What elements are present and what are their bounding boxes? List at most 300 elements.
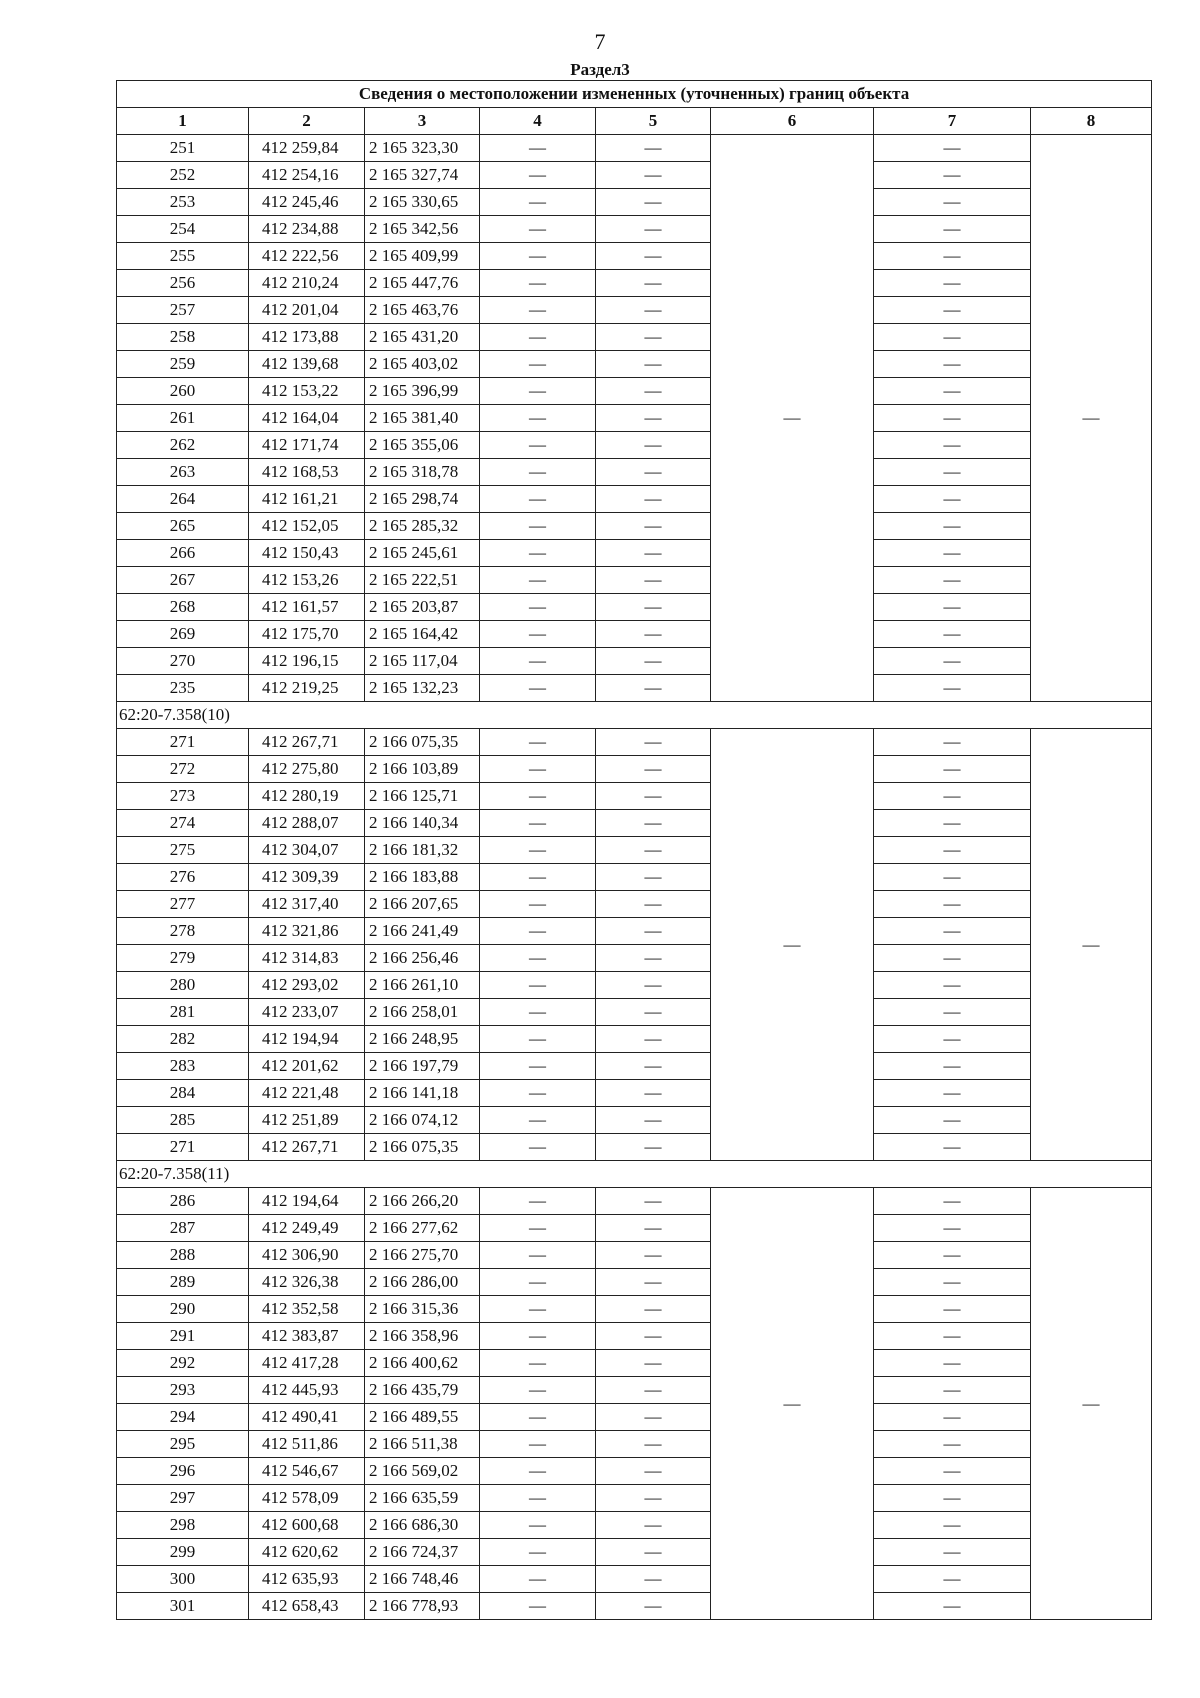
dash-cell: — <box>596 135 711 162</box>
merged-dash-cell: — <box>711 135 874 702</box>
column-header: 3 <box>365 108 480 135</box>
point-number: 296 <box>117 1458 249 1485</box>
column-header: 1 <box>117 108 249 135</box>
dash-cell: — <box>480 297 596 324</box>
dash-cell: — <box>596 918 711 945</box>
dash-cell: — <box>480 243 596 270</box>
dash-cell: — <box>480 783 596 810</box>
dash-cell: — <box>596 1485 711 1512</box>
x-coordinate: 412 635,93 <box>249 1566 365 1593</box>
section-title: Раздел3 <box>570 60 630 79</box>
dash-cell: — <box>596 567 711 594</box>
y-coordinate: 2 166 140,34 <box>365 810 480 837</box>
table-row <box>117 1566 1152 1593</box>
dash-cell: — <box>480 621 596 648</box>
y-coordinate: 2 165 327,74 <box>365 162 480 189</box>
table-row <box>117 1377 1152 1404</box>
x-coordinate: 412 153,22 <box>249 378 365 405</box>
dash-cell: — <box>480 1134 596 1161</box>
dash-cell: — <box>874 1458 1031 1485</box>
x-coordinate: 412 222,56 <box>249 243 365 270</box>
dash-cell: — <box>596 486 711 513</box>
x-coordinate: 412 293,02 <box>249 972 365 999</box>
y-coordinate: 2 165 298,74 <box>365 486 480 513</box>
dash-cell: — <box>874 351 1031 378</box>
table-row <box>117 945 1152 972</box>
dash-cell: — <box>874 189 1031 216</box>
y-coordinate: 2 165 381,40 <box>365 405 480 432</box>
y-coordinate: 2 166 197,79 <box>365 1053 480 1080</box>
dash-cell: — <box>480 1188 596 1215</box>
table-row <box>117 378 1152 405</box>
x-coordinate: 412 201,62 <box>249 1053 365 1080</box>
table-row <box>117 270 1152 297</box>
table-row <box>117 1350 1152 1377</box>
dash-cell: — <box>480 486 596 513</box>
dash-cell: — <box>874 1593 1031 1620</box>
y-coordinate: 2 165 463,76 <box>365 297 480 324</box>
dash-cell: — <box>596 540 711 567</box>
point-number: 264 <box>117 486 249 513</box>
y-coordinate: 2 165 355,06 <box>365 432 480 459</box>
point-number: 282 <box>117 1026 249 1053</box>
point-number: 268 <box>117 594 249 621</box>
point-number: 301 <box>117 1593 249 1620</box>
table-row <box>117 999 1152 1026</box>
x-coordinate: 412 139,68 <box>249 351 365 378</box>
dash-cell: — <box>596 675 711 702</box>
page-number: 7 <box>594 29 606 54</box>
table-row <box>117 513 1152 540</box>
y-coordinate: 2 166 103,89 <box>365 756 480 783</box>
x-coordinate: 412 221,48 <box>249 1080 365 1107</box>
coordinates-table <box>116 80 1152 1620</box>
dash-cell: — <box>596 837 711 864</box>
dash-cell: — <box>596 1566 711 1593</box>
table-row <box>117 1188 1152 1215</box>
point-number: 297 <box>117 1485 249 1512</box>
x-coordinate: 412 219,25 <box>249 675 365 702</box>
y-coordinate: 2 165 409,99 <box>365 243 480 270</box>
dash-cell: — <box>596 1080 711 1107</box>
dash-cell: — <box>480 270 596 297</box>
dash-cell: — <box>874 1539 1031 1566</box>
point-number: 262 <box>117 432 249 459</box>
table-row <box>117 1323 1152 1350</box>
dash-cell: — <box>874 675 1031 702</box>
dash-cell: — <box>480 1053 596 1080</box>
x-coordinate: 412 352,58 <box>249 1296 365 1323</box>
dash-cell: — <box>480 189 596 216</box>
y-coordinate: 2 166 315,36 <box>365 1296 480 1323</box>
dash-cell: — <box>596 1323 711 1350</box>
dash-cell: — <box>596 1107 711 1134</box>
table-row <box>117 162 1152 189</box>
merged-dash-cell: — <box>1031 729 1152 1161</box>
x-coordinate: 412 161,21 <box>249 486 365 513</box>
x-coordinate: 412 288,07 <box>249 810 365 837</box>
dash-cell: — <box>480 378 596 405</box>
table-row <box>117 1134 1152 1161</box>
table-row <box>117 243 1152 270</box>
dash-cell: — <box>480 1404 596 1431</box>
y-coordinate: 2 165 342,56 <box>365 216 480 243</box>
y-coordinate: 2 166 286,00 <box>365 1269 480 1296</box>
y-coordinate: 2 165 323,30 <box>365 135 480 162</box>
dash-cell: — <box>874 324 1031 351</box>
dash-cell: — <box>480 513 596 540</box>
table-row <box>117 972 1152 999</box>
x-coordinate: 412 251,89 <box>249 1107 365 1134</box>
y-coordinate: 2 166 074,12 <box>365 1107 480 1134</box>
dash-cell: — <box>874 837 1031 864</box>
point-number: 266 <box>117 540 249 567</box>
dash-cell: — <box>480 324 596 351</box>
y-coordinate: 2 166 358,96 <box>365 1323 480 1350</box>
table-row <box>117 864 1152 891</box>
dash-cell: — <box>874 270 1031 297</box>
dash-cell: — <box>480 351 596 378</box>
dash-cell: — <box>480 216 596 243</box>
table-row <box>117 351 1152 378</box>
point-number: 270 <box>117 648 249 675</box>
point-number: 280 <box>117 972 249 999</box>
point-number: 269 <box>117 621 249 648</box>
y-coordinate: 2 166 724,37 <box>365 1539 480 1566</box>
dash-cell: — <box>480 432 596 459</box>
x-coordinate: 412 150,43 <box>249 540 365 567</box>
y-coordinate: 2 165 285,32 <box>365 513 480 540</box>
table-row <box>117 1269 1152 1296</box>
y-coordinate: 2 166 258,01 <box>365 999 480 1026</box>
table-row <box>117 1296 1152 1323</box>
dash-cell: — <box>480 459 596 486</box>
dash-cell: — <box>874 243 1031 270</box>
dash-cell: — <box>874 486 1031 513</box>
point-number: 285 <box>117 1107 249 1134</box>
table-row <box>117 783 1152 810</box>
dash-cell: — <box>480 1593 596 1620</box>
table-row <box>117 729 1152 756</box>
dash-cell: — <box>596 783 711 810</box>
x-coordinate: 412 267,71 <box>249 1134 365 1161</box>
column-header: 2 <box>249 108 365 135</box>
dash-cell: — <box>480 756 596 783</box>
merged-dash-cell: — <box>1031 1188 1152 1620</box>
dash-cell: — <box>596 162 711 189</box>
dash-cell: — <box>596 1188 711 1215</box>
dash-cell: — <box>874 567 1031 594</box>
x-coordinate: 412 201,04 <box>249 297 365 324</box>
y-coordinate: 2 166 635,59 <box>365 1485 480 1512</box>
dash-cell: — <box>480 864 596 891</box>
table-row <box>117 135 1152 162</box>
column-header: 7 <box>874 108 1031 135</box>
point-number: 254 <box>117 216 249 243</box>
y-coordinate: 2 166 277,62 <box>365 1215 480 1242</box>
point-number: 274 <box>117 810 249 837</box>
y-coordinate: 2 166 075,35 <box>365 729 480 756</box>
dash-cell: — <box>596 864 711 891</box>
group-header-row <box>117 702 1152 729</box>
column-header-row <box>117 108 1152 135</box>
y-coordinate: 2 166 748,46 <box>365 1566 480 1593</box>
point-number: 259 <box>117 351 249 378</box>
dash-cell: — <box>874 783 1031 810</box>
dash-cell: — <box>596 189 711 216</box>
point-number: 298 <box>117 1512 249 1539</box>
dash-cell: — <box>596 270 711 297</box>
dash-cell: — <box>480 135 596 162</box>
x-coordinate: 412 578,09 <box>249 1485 365 1512</box>
x-coordinate: 412 267,71 <box>249 729 365 756</box>
x-coordinate: 412 152,05 <box>249 513 365 540</box>
table-row <box>117 1242 1152 1269</box>
y-coordinate: 2 166 256,46 <box>365 945 480 972</box>
table-row <box>117 324 1152 351</box>
dash-cell: — <box>874 972 1031 999</box>
dash-cell: — <box>596 1458 711 1485</box>
dash-cell: — <box>874 1350 1031 1377</box>
table-row <box>117 621 1152 648</box>
y-coordinate: 2 166 248,95 <box>365 1026 480 1053</box>
dash-cell: — <box>874 594 1031 621</box>
x-coordinate: 412 259,84 <box>249 135 365 162</box>
x-coordinate: 412 171,74 <box>249 432 365 459</box>
dash-cell: — <box>874 1242 1031 1269</box>
merged-dash-cell: — <box>711 1188 874 1620</box>
dash-cell: — <box>874 918 1031 945</box>
dash-cell: — <box>480 1377 596 1404</box>
y-coordinate: 2 165 117,04 <box>365 648 480 675</box>
dash-cell: — <box>480 891 596 918</box>
y-coordinate: 2 165 245,61 <box>365 540 480 567</box>
dash-cell: — <box>874 729 1031 756</box>
table-row <box>117 459 1152 486</box>
dash-cell: — <box>596 297 711 324</box>
dash-cell: — <box>874 945 1031 972</box>
point-number: 272 <box>117 756 249 783</box>
y-coordinate: 2 165 203,87 <box>365 594 480 621</box>
x-coordinate: 412 490,41 <box>249 1404 365 1431</box>
dash-cell: — <box>596 594 711 621</box>
dash-cell: — <box>596 459 711 486</box>
dash-cell: — <box>596 378 711 405</box>
x-coordinate: 412 383,87 <box>249 1323 365 1350</box>
table-row <box>117 1431 1152 1458</box>
dash-cell: — <box>596 1026 711 1053</box>
dash-cell: — <box>874 1404 1031 1431</box>
column-header: 4 <box>480 108 596 135</box>
dash-cell: — <box>480 729 596 756</box>
table-row <box>117 540 1152 567</box>
table-row <box>117 675 1152 702</box>
dash-cell: — <box>596 1296 711 1323</box>
merged-dash-cell: — <box>711 729 874 1161</box>
point-number: 271 <box>117 1134 249 1161</box>
x-coordinate: 412 314,83 <box>249 945 365 972</box>
table-row <box>117 1485 1152 1512</box>
table-row <box>117 1080 1152 1107</box>
y-coordinate: 2 165 164,42 <box>365 621 480 648</box>
table-row <box>117 216 1152 243</box>
x-coordinate: 412 210,24 <box>249 270 365 297</box>
dash-cell: — <box>874 1269 1031 1296</box>
dash-cell: — <box>874 999 1031 1026</box>
y-coordinate: 2 166 778,93 <box>365 1593 480 1620</box>
dash-cell: — <box>596 1134 711 1161</box>
x-coordinate: 412 196,15 <box>249 648 365 675</box>
dash-cell: — <box>596 1053 711 1080</box>
dash-cell: — <box>596 405 711 432</box>
dash-cell: — <box>596 243 711 270</box>
point-number: 281 <box>117 999 249 1026</box>
x-coordinate: 412 275,80 <box>249 756 365 783</box>
y-coordinate: 2 166 261,10 <box>365 972 480 999</box>
dash-cell: — <box>596 1512 711 1539</box>
table-caption-row <box>117 81 1152 108</box>
x-coordinate: 412 445,93 <box>249 1377 365 1404</box>
point-number: 261 <box>117 405 249 432</box>
x-coordinate: 412 233,07 <box>249 999 365 1026</box>
x-coordinate: 412 234,88 <box>249 216 365 243</box>
y-coordinate: 2 166 183,88 <box>365 864 480 891</box>
point-number: 253 <box>117 189 249 216</box>
dash-cell: — <box>480 837 596 864</box>
table-row <box>117 837 1152 864</box>
dash-cell: — <box>480 945 596 972</box>
dash-cell: — <box>874 864 1031 891</box>
dash-cell: — <box>480 1566 596 1593</box>
dash-cell: — <box>874 756 1031 783</box>
dash-cell: — <box>874 432 1031 459</box>
point-number: 287 <box>117 1215 249 1242</box>
dash-cell: — <box>874 216 1031 243</box>
point-number: 294 <box>117 1404 249 1431</box>
x-coordinate: 412 280,19 <box>249 783 365 810</box>
dash-cell: — <box>596 648 711 675</box>
dash-cell: — <box>596 1431 711 1458</box>
table-row <box>117 1215 1152 1242</box>
y-coordinate: 2 166 241,49 <box>365 918 480 945</box>
dash-cell: — <box>480 1296 596 1323</box>
dash-cell: — <box>874 1485 1031 1512</box>
x-coordinate: 412 546,67 <box>249 1458 365 1485</box>
point-number: 263 <box>117 459 249 486</box>
dash-cell: — <box>874 1566 1031 1593</box>
dash-cell: — <box>596 1242 711 1269</box>
table-caption: Сведения о местоположении измененных (уточненных) границ объекта <box>117 81 1152 108</box>
dash-cell: — <box>480 405 596 432</box>
dash-cell: — <box>874 810 1031 837</box>
table-row <box>117 432 1152 459</box>
y-coordinate: 2 166 266,20 <box>365 1188 480 1215</box>
dash-cell: — <box>596 1593 711 1620</box>
y-coordinate: 2 166 075,35 <box>365 1134 480 1161</box>
point-number: 255 <box>117 243 249 270</box>
column-header: 5 <box>596 108 711 135</box>
point-number: 300 <box>117 1566 249 1593</box>
dash-cell: — <box>874 1377 1031 1404</box>
dash-cell: — <box>874 621 1031 648</box>
x-coordinate: 412 175,70 <box>249 621 365 648</box>
dash-cell: — <box>596 945 711 972</box>
merged-dash-cell: — <box>1031 135 1152 702</box>
table-row <box>117 648 1152 675</box>
y-coordinate: 2 166 400,62 <box>365 1350 480 1377</box>
x-coordinate: 412 317,40 <box>249 891 365 918</box>
y-coordinate: 2 165 330,65 <box>365 189 480 216</box>
y-coordinate: 2 166 511,38 <box>365 1431 480 1458</box>
x-coordinate: 412 600,68 <box>249 1512 365 1539</box>
dash-cell: — <box>480 972 596 999</box>
dash-cell: — <box>874 162 1031 189</box>
dash-cell: — <box>874 1296 1031 1323</box>
point-number: 252 <box>117 162 249 189</box>
dash-cell: — <box>596 1350 711 1377</box>
y-coordinate: 2 166 125,71 <box>365 783 480 810</box>
y-coordinate: 2 165 447,76 <box>365 270 480 297</box>
dash-cell: — <box>874 513 1031 540</box>
y-coordinate: 2 166 435,79 <box>365 1377 480 1404</box>
y-coordinate: 2 166 141,18 <box>365 1080 480 1107</box>
table-row <box>117 1512 1152 1539</box>
dash-cell: — <box>596 1215 711 1242</box>
table-row <box>117 1053 1152 1080</box>
point-number: 279 <box>117 945 249 972</box>
dash-cell: — <box>480 1539 596 1566</box>
column-header: 8 <box>1031 108 1152 135</box>
y-coordinate: 2 165 318,78 <box>365 459 480 486</box>
dash-cell: — <box>480 1323 596 1350</box>
dash-cell: — <box>596 513 711 540</box>
dash-cell: — <box>596 810 711 837</box>
dash-cell: — <box>480 1242 596 1269</box>
point-number: 288 <box>117 1242 249 1269</box>
table-body <box>117 135 1152 1620</box>
point-number: 299 <box>117 1539 249 1566</box>
dash-cell: — <box>596 324 711 351</box>
point-number: 256 <box>117 270 249 297</box>
y-coordinate: 2 166 569,02 <box>365 1458 480 1485</box>
dash-cell: — <box>596 1377 711 1404</box>
table-row <box>117 1539 1152 1566</box>
x-coordinate: 412 511,86 <box>249 1431 365 1458</box>
x-coordinate: 412 304,07 <box>249 837 365 864</box>
table-row <box>117 810 1152 837</box>
dash-cell: — <box>874 891 1031 918</box>
dash-cell: — <box>874 1431 1031 1458</box>
point-number: 258 <box>117 324 249 351</box>
x-coordinate: 412 658,43 <box>249 1593 365 1620</box>
y-coordinate: 2 165 222,51 <box>365 567 480 594</box>
point-number: 271 <box>117 729 249 756</box>
dash-cell: — <box>480 1107 596 1134</box>
table-row <box>117 891 1152 918</box>
dash-cell: — <box>874 1053 1031 1080</box>
dash-cell: — <box>480 1269 596 1296</box>
table-row <box>117 594 1152 621</box>
x-coordinate: 412 306,90 <box>249 1242 365 1269</box>
dash-cell: — <box>480 918 596 945</box>
group-header-row <box>117 1161 1152 1188</box>
dash-cell: — <box>596 972 711 999</box>
dash-cell: — <box>480 1215 596 1242</box>
x-coordinate: 412 321,86 <box>249 918 365 945</box>
x-coordinate: 412 309,39 <box>249 864 365 891</box>
dash-cell: — <box>874 1134 1031 1161</box>
dash-cell: — <box>480 540 596 567</box>
